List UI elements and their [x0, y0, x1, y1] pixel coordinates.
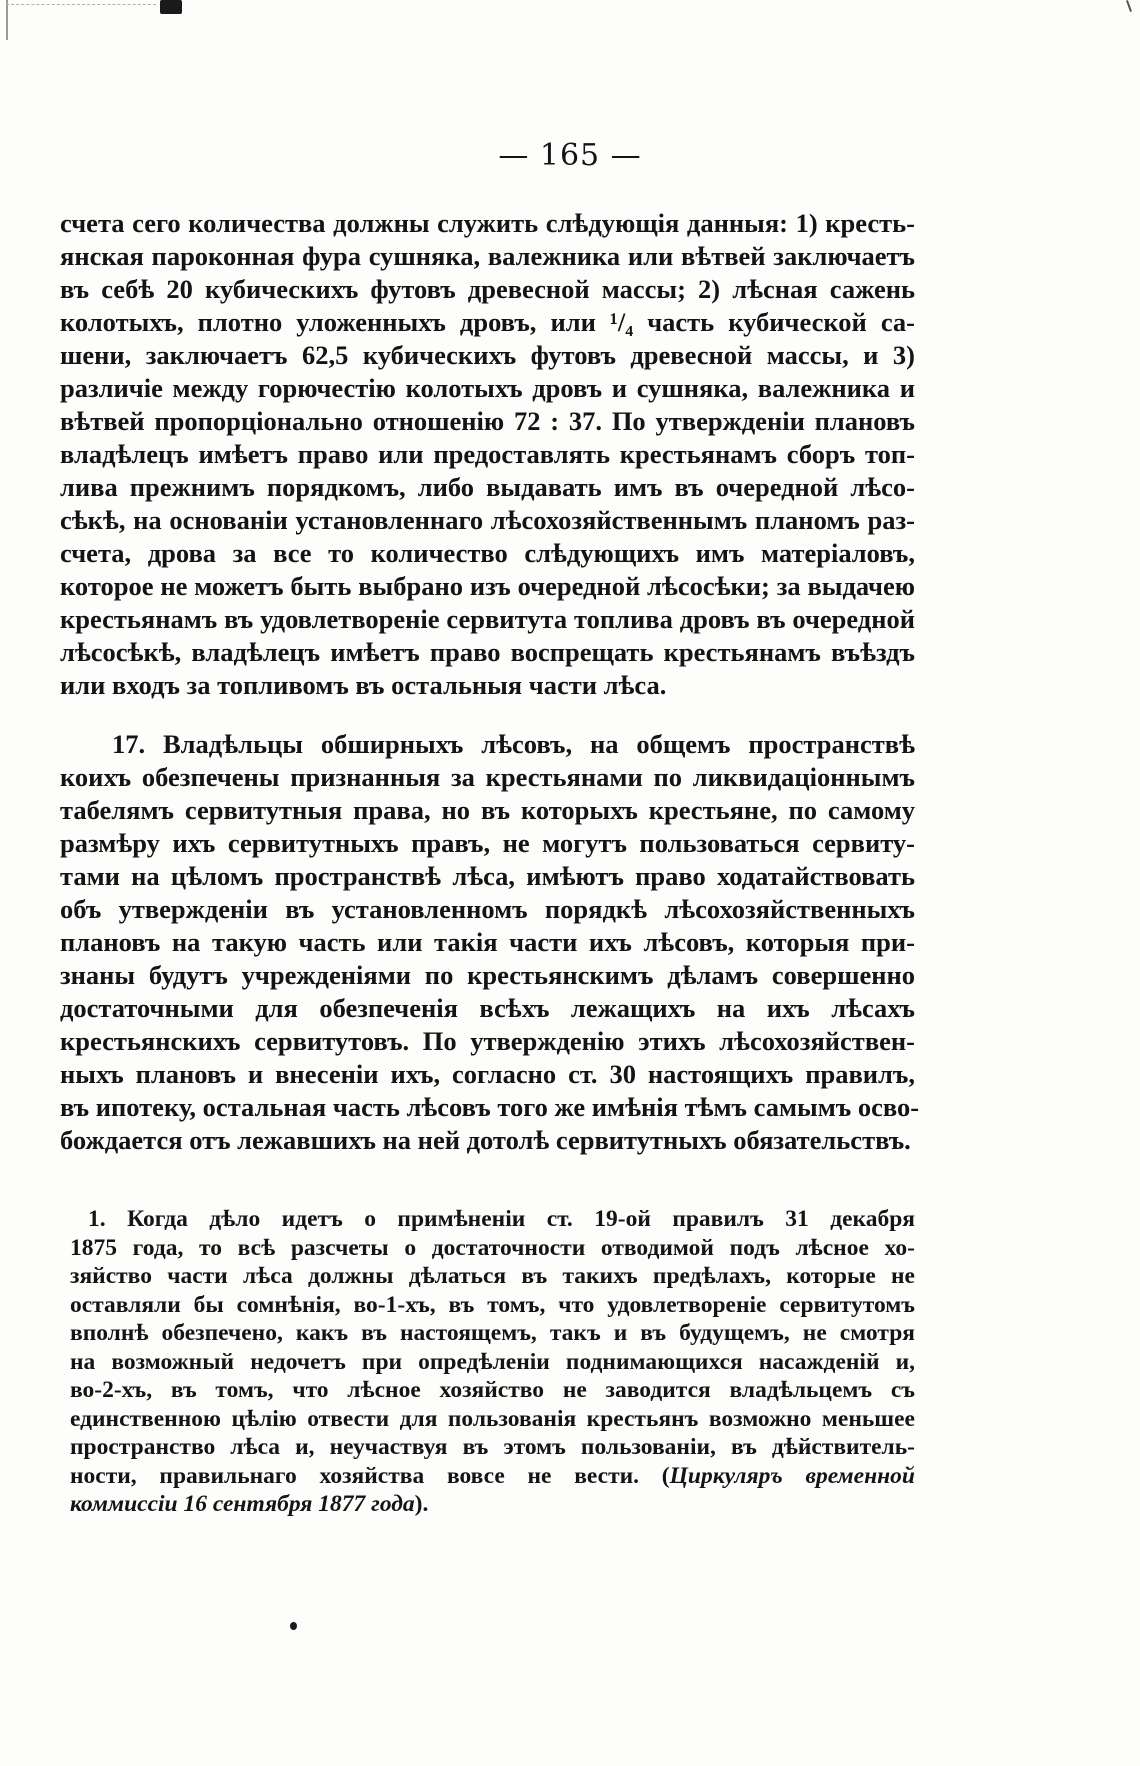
ink-dot [290, 1622, 297, 1630]
text-line: тами на цѣломъ пространствѣ лѣса, имѣютъ право ходатайствовать [60, 861, 915, 891]
footnote [70, 1205, 915, 1519]
text-line: колотыхъ, плотно уложенныхъ дровъ, или ¹/₄ часть кубической са- [60, 307, 915, 337]
text-line: табелямъ сервитутныя права, но въ которыхъ крестьяне, по самому [60, 795, 915, 825]
text-line: крестьянскихъ сервитутовъ. По утвержденію этихъ лѣсохозяйствен- [60, 1026, 915, 1056]
text-line: ныхъ плановъ и внесеніи ихъ, согласно ст. 30 настоящихъ правилъ, [60, 1059, 915, 1089]
text-line: коихъ обезпечены признанныя за крестьянами по ликвидаціоннымъ [60, 762, 915, 792]
text-line: сѣкѣ, на основаніи установленнаго лѣсохозяйственнымъ планомъ раз- [60, 505, 915, 535]
text-line: знаны будутъ учрежденіями по крестьянскимъ дѣламъ совершенно [60, 960, 915, 990]
footnote-citation: коммиссіи 16 сентября 1877 года [70, 1491, 415, 1517]
footnote-line: 1875 года, то всѣ разсчеты о достаточности отводимой подъ лѣсное хо- [70, 1234, 915, 1261]
footnote-line: 1. Когда дѣло идетъ о примѣненіи ст. 19-ой правилъ 31 декабря [88, 1206, 915, 1232]
text-line: или входъ за топливомъ въ остальныя части лѣса. [60, 670, 667, 700]
page-number: — 165 — [498, 138, 642, 173]
text-line: размѣру ихъ сервитутныхъ правъ, не могутъ пользоваться сервиту- [60, 828, 915, 858]
text-line: объ утвержденіи въ установленномъ порядкѣ лѣсохозяйственныхъ [60, 894, 915, 924]
text-line: лива прежнимъ порядкомъ, либо выдавать имъ въ очередной лѣсо- [60, 472, 915, 502]
footnote-citation: Циркуляръ временной [669, 1462, 915, 1489]
footnote-line: вполнѣ обезпечено, какъ въ настоящемъ, такъ и въ будущемъ, не смотря [70, 1320, 915, 1346]
scan-edge-mark [6, 4, 156, 6]
text-line: крестьянамъ въ удовлетвореніе сервитута топлива дровъ въ очередной [60, 604, 915, 634]
footnote-line [70, 1490, 915, 1519]
text-line: счета сего количества должны служить слѣдующія данныя: 1) кресть- [60, 208, 915, 238]
text-line: владѣлецъ имѣетъ право или предоставлять крестьянамъ сборъ топ- [60, 439, 915, 469]
text-line: бождается отъ лежавшихъ на ней дотолѣ сервитутныхъ обязательствъ. [60, 1125, 911, 1155]
text-line: различіе между горючестію колотыхъ дровъ и сушняка, валежника и [60, 373, 915, 403]
text-line: янская пароконная фура сушняка, валежника или вѣтвей заключаетъ [60, 241, 915, 271]
scan-edge-mark [6, 0, 8, 40]
text-line: лѣсосѣкѣ, владѣлецъ имѣетъ право воспрещать крестьянамъ въѣздъ [60, 637, 915, 667]
footnote-text: ности, правильнаго хозяйства вовсе не вести. ( [70, 1462, 670, 1489]
footnote-line [70, 1462, 915, 1491]
footnote-line: во-2-хъ, въ томъ, что лѣсное хозяйство не заводится владѣльцемъ съ [70, 1377, 915, 1403]
scan-ink-blot [160, 0, 182, 14]
text-line: достаточными для обезпеченія всѣхъ лежащихъ на ихъ лѣсахъ [60, 993, 915, 1023]
text-line: въ ипотеку, остальная часть лѣсовъ того же имѣнія тѣмъ самымъ осво- [60, 1092, 920, 1122]
text-line: 17. Владѣльцы обширныхъ лѣсовъ, на общемъ пространствѣ [112, 729, 915, 759]
scan-edge-mark [1126, 0, 1132, 12]
text-line: плановъ на такую часть или такія части ихъ лѣсовъ, которыя при- [60, 927, 915, 957]
paragraph-17 [60, 728, 920, 1157]
main-paragraph [60, 207, 915, 702]
footnote-line: оставляли бы сомнѣнія, во-1-хъ, въ томъ, что удовлетвореніе сервитутомъ [70, 1291, 915, 1318]
footnote-text: ). [414, 1491, 429, 1517]
footnote-line: единственною цѣлію отвести для пользованія крестьянъ возможно меньшее [70, 1405, 915, 1432]
text-line: шени, заключаетъ 62,5 кубическихъ футовъ древесной массы, и 3) [60, 340, 915, 370]
footnote-line: на возможный недочетъ при опредѣленіи поднимающихся насажденій и, [70, 1348, 915, 1375]
footnote-line: зяйство части лѣса должны дѣлаться въ такихъ предѣлахъ, которые не [70, 1263, 915, 1289]
text-line: вѣтвей пропорціонально отношенію 72 : 37. По утвержденіи плановъ [60, 406, 915, 436]
footnote-line: пространство лѣса и, неучаствуя въ этомъ пользованіи, въ дѣйствитель- [70, 1434, 915, 1460]
text-line: въ себѣ 20 кубическихъ футовъ древесной массы; 2) лѣсная сажень [60, 274, 915, 304]
text-line: которое не можетъ быть выбрано изъ очередной лѣсосѣки; за выдачею [60, 571, 915, 601]
text-line: счета, дрова за все то количество слѣдующихъ имъ матеріаловъ, [60, 538, 915, 568]
